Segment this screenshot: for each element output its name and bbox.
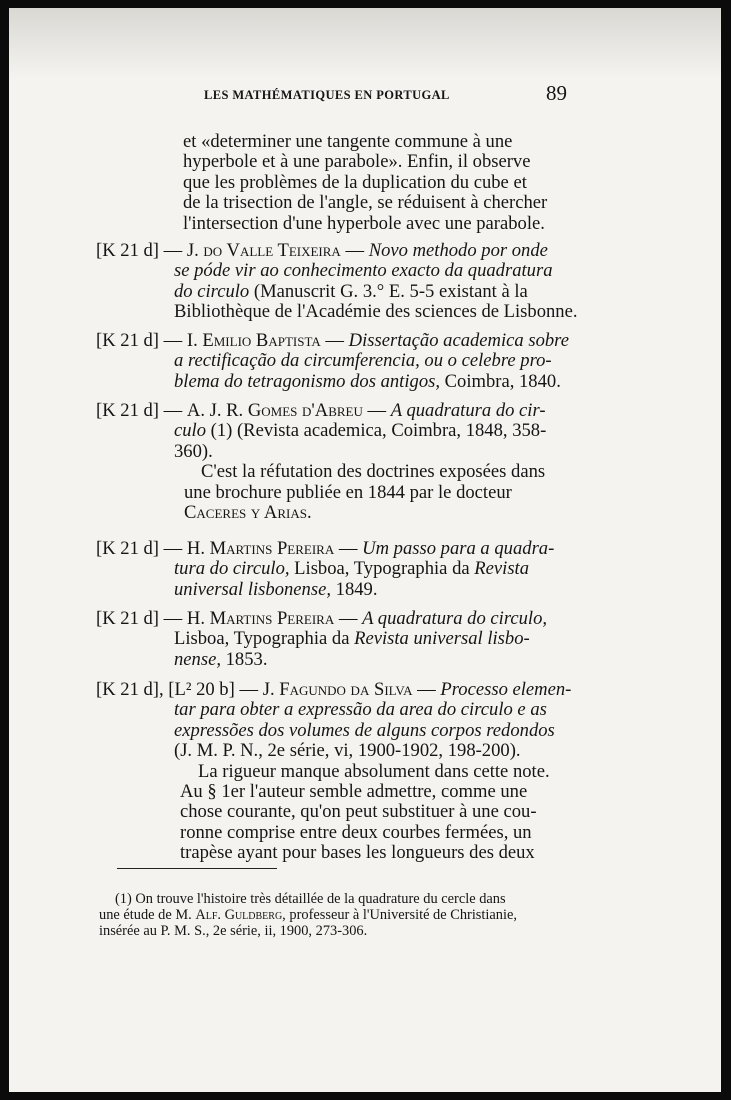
separator: — <box>362 400 391 421</box>
note-names: Caceres y Arias. <box>184 502 312 524</box>
bibliography-entry <box>96 609 547 670</box>
footnote-marker: (1) <box>115 891 132 907</box>
bibliography-entry <box>96 401 546 523</box>
source-info: (J. M. P. N., 2e série, vi, 1900-1902, 198-200). <box>174 740 521 762</box>
classification-tag: [K 21 d] <box>96 538 159 559</box>
bibliography-entry <box>96 680 571 864</box>
separator: — <box>340 240 369 261</box>
note-line: ronne comprise entre deux courbes fermées, un <box>180 821 532 843</box>
note-line: Au § 1er l'auteur semble admettre, comme une <box>180 781 528 803</box>
separator: — <box>334 538 363 559</box>
source-info: (1) (Revista academica, Coimbra, 1848, 358- <box>206 420 547 442</box>
source-info: Bibliothèque de l'Académie des sciences de Lisbonne. <box>174 301 578 323</box>
classification-tag: [K 21 d] <box>96 608 159 629</box>
note-line: une brochure publiée en 1844 par le docteur <box>184 481 512 503</box>
separator: — <box>334 608 363 629</box>
journal-name: Revista <box>474 558 530 580</box>
footnote-text: professeur à l'Université de Christianie, <box>285 907 517 924</box>
note-line: chose courante, qu'on peut substituer à une cou- <box>180 801 537 823</box>
separator: — <box>159 330 187 351</box>
source-info: (Manuscrit G. 3.° E. 5-5 existant à la <box>249 280 528 302</box>
footnote-text: On trouve l'histoire très détaillée de la quadrature du cercle dans <box>131 891 506 907</box>
footnote-name: Alf. Guldberg, <box>195 907 286 924</box>
separator: — <box>159 400 187 421</box>
journal-name: nense, <box>174 648 221 670</box>
work-title: a rectificação da circumferencia, ou o celebre pro- <box>174 350 552 372</box>
bibliography-entry <box>96 331 569 392</box>
scan-shadow <box>9 8 721 78</box>
author-name: H. Martins Pereira <box>186 608 335 629</box>
source-info: 1853. <box>220 648 268 670</box>
separator: — <box>234 679 263 700</box>
author-name: A. J. R. Gomes d'Abreu <box>186 400 363 421</box>
work-title: se póde vir ao conhecimento exacto da quadratura <box>174 260 553 282</box>
footnote <box>99 891 517 940</box>
source-info: Coimbra, 1840. <box>440 370 561 392</box>
text-line: et «determiner une tangente commune à une <box>183 131 513 152</box>
book-page <box>9 8 721 1092</box>
journal-name: universal lisbonense, <box>174 578 331 600</box>
source-info: Lisboa, Typographia da <box>289 558 475 580</box>
source-info: 360). <box>174 440 213 462</box>
author-name: J. Fagundo da Silva <box>262 679 413 700</box>
text-line: l'intersection d'une hyperbole avec une parabole. <box>183 212 545 234</box>
author-name: J. do Valle Teixeira <box>186 240 341 261</box>
work-title: blema do tetragonismo dos antigos, <box>174 370 440 392</box>
work-title: tura do circulo, <box>174 558 290 580</box>
classification-tag: [K 21 d] <box>96 240 159 261</box>
author-name: I. Emilio Baptista <box>186 330 321 351</box>
footnote-text: une étude de M. <box>99 907 196 924</box>
separator: — <box>159 538 187 559</box>
bibliography-entry <box>96 539 554 600</box>
work-title: A quadratura do cir- <box>390 400 546 421</box>
work-title: Um passo para a quadra- <box>362 538 555 559</box>
footnote-text: insérée au P. M. S., 2e série, ii, 1900, 273-306. <box>99 923 368 940</box>
work-title: tar para obter a expressão da area do circulo e as <box>174 699 547 721</box>
author-name: H. Martins Pereira <box>186 538 335 559</box>
journal-name: Revista universal lisbo- <box>354 628 530 650</box>
running-title: LES MATHÉMATIQUES EN PORTUGAL <box>204 88 450 102</box>
classification-tag: [K 21 d], [L² 20 b] <box>96 679 235 700</box>
text-line: hyperbole et à une parabole». Enfin, il observe <box>183 151 531 173</box>
note-line: C'est la réfutation des doctrines exposées dans <box>201 461 546 483</box>
separator: — <box>320 330 349 351</box>
separator: — <box>159 240 187 261</box>
separator: — <box>159 608 187 629</box>
source-info: 1849. <box>331 578 378 600</box>
work-title: do circulo <box>174 280 250 302</box>
work-title: culo <box>174 420 207 442</box>
separator: — <box>412 679 441 700</box>
work-title: A quadratura do circulo, <box>362 608 548 629</box>
work-title: Novo methodo por onde <box>368 240 548 261</box>
classification-tag: [K 21 d] <box>96 330 159 351</box>
classification-tag: [K 21 d] <box>96 400 159 421</box>
work-title: expressões dos volumes de alguns corpos redondos <box>174 719 555 741</box>
text-line: de la trisection de l'angle, se réduisent à chercher <box>183 192 548 214</box>
bibliography-entry <box>96 241 578 323</box>
work-title: Dissertação academica sobre <box>348 330 569 351</box>
footnote-rule <box>117 868 277 869</box>
work-title: Processo elemen- <box>440 679 572 700</box>
page-number: 89 <box>546 81 567 105</box>
intro-paragraph <box>183 132 547 234</box>
note-line: La rigueur manque absolument dans cette note. <box>198 760 550 782</box>
text-line: que les problèmes de la duplication du cube et <box>183 171 527 193</box>
source-info: Lisboa, Typographia da <box>174 628 355 650</box>
note-line: trapèse ayant pour bases les longueurs des deux <box>180 842 535 864</box>
